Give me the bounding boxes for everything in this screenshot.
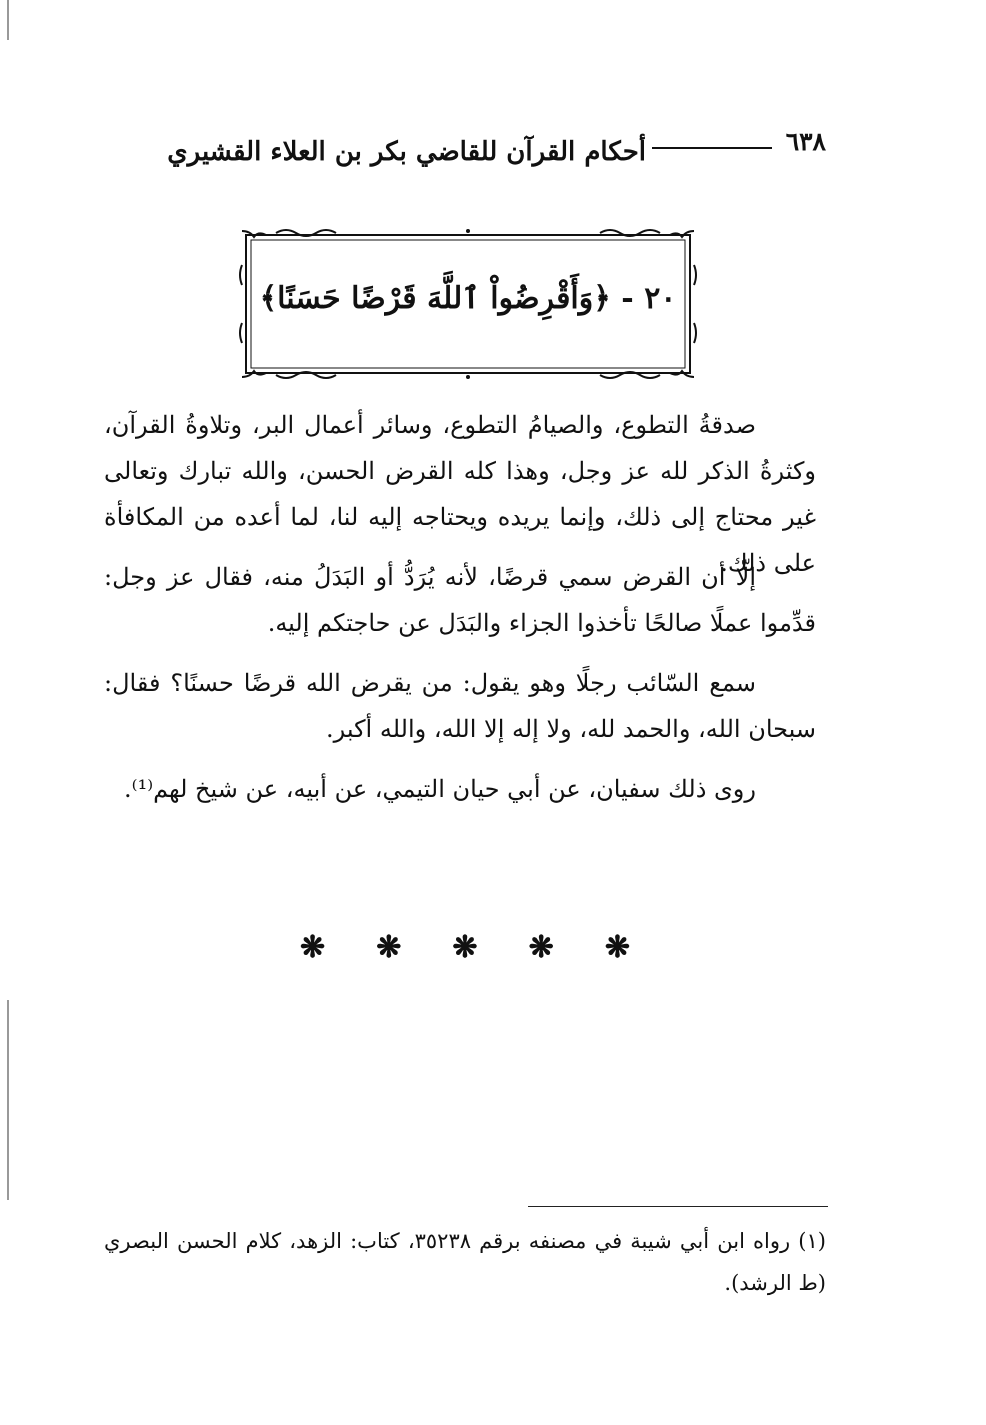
book-title: أحكام القرآن للقاضي بكر بن العلاء القشيري [167, 137, 646, 167]
body-paragraph-4: روى ذلك سفيان، عن أبي حيان التيمي، عن أبيه، عن شيخ لهم⁽¹⁾. [124, 775, 756, 803]
body-paragraph-2: إلّا أن القرض سمي قرضًا، لأنه يُرَدُّ أو البَدَلُ منه، فقال عز وجل: قدِّموا عملًا صالحًا تأخذوا الجزاء والبَدَل عن حاجتكم إليه. [104, 563, 816, 637]
body-paragraph-3: سمع السّائب رجلًا وهو يقول: من يقرض الله قرضًا حسنًا؟ فقال: سبحان الله، والحمد لله، ولا إله إلا الله، والله أكبر. [104, 669, 816, 743]
scan-margin-mark [7, 1000, 9, 1200]
page-number: ٦٣٨ [785, 127, 826, 156]
asterism-icon: ❋ [604, 930, 630, 965]
body-paragraph-1: صدقةُ التطوع، والصيامُ التطوع، وسائر أعمال البر، وتلاوةُ القرآن، وكثرةُ الذكر لله عز وجل، وهذا كله القرض الحسن، والله تبارك وتعالى غير محتاج إلى ذلك، وإنما يريده ويحتاجه إليه لنا، لما أعده من المكافأة على ذلك. [104, 411, 817, 577]
running-header [104, 127, 826, 185]
section-separator [300, 930, 630, 965]
footnote: (١) رواه ابن أبي شيبة في مصنفه برقم ٣٥٢٣٨، كتاب: الزهد، كلام الحسن البصري (ط الرشد). [104, 1229, 826, 1295]
chapter-frame [236, 225, 700, 383]
asterism-icon: ❋ [300, 930, 326, 965]
chapter-title: ٢٠ - ﴿وَأَقْرِضُواْ ٱللَّهَ قَرْضًا حَسَنًا﴾ [259, 281, 677, 316]
asterism-icon: ❋ [452, 930, 478, 965]
header-rule [652, 147, 772, 149]
asterism-icon: ❋ [376, 930, 402, 965]
footnote-rule [528, 1206, 828, 1207]
scan-margin-mark [7, 0, 9, 40]
asterism-icon: ❋ [528, 930, 554, 965]
